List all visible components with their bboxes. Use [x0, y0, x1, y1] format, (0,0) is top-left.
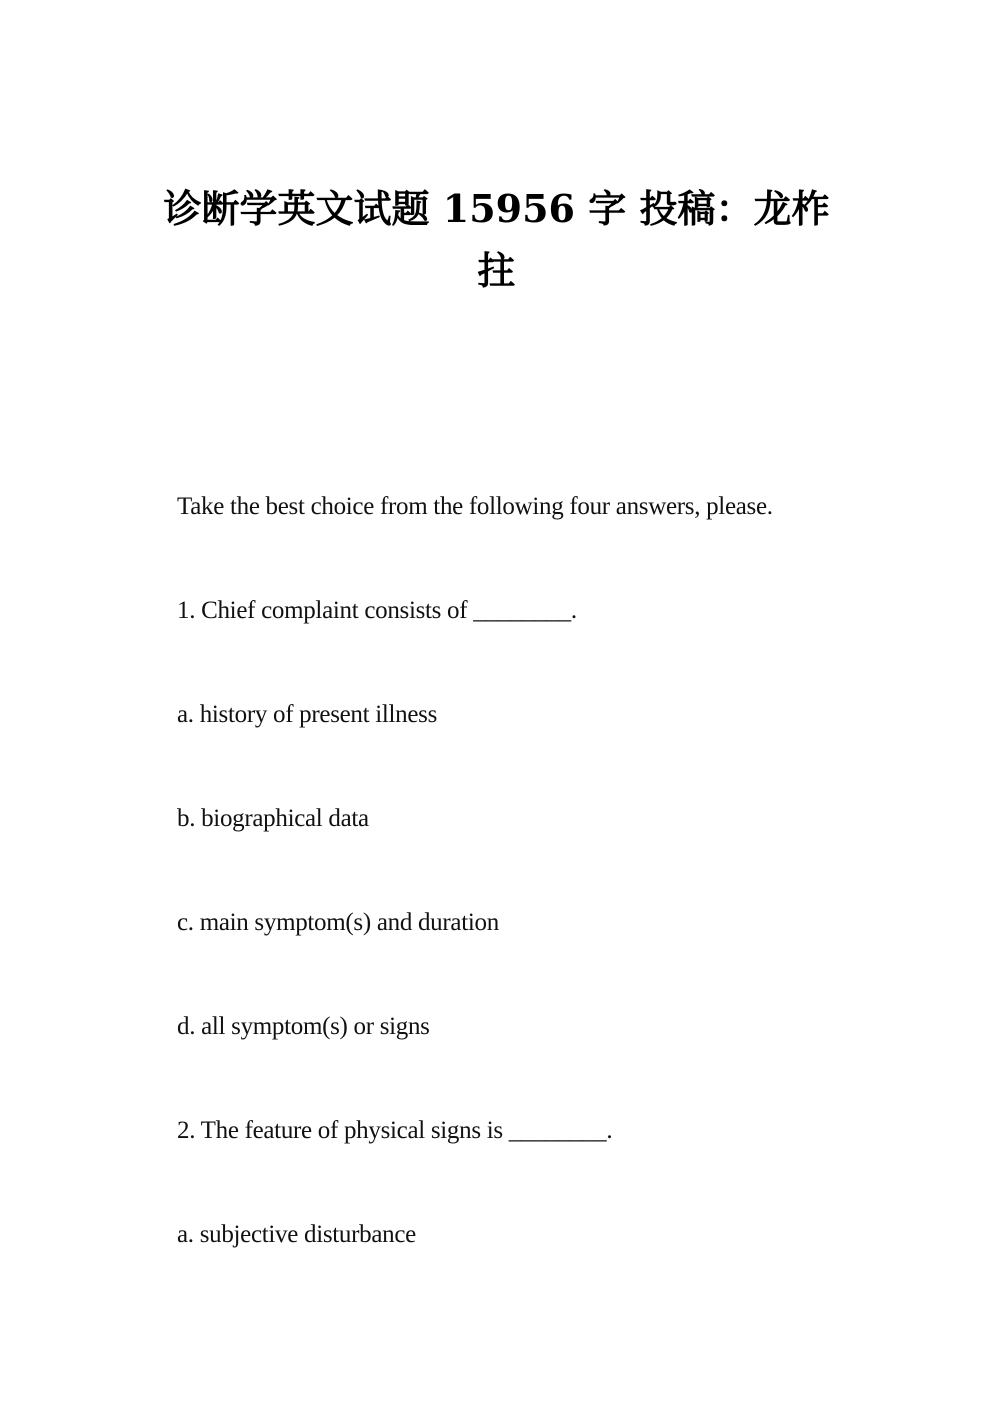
- question-2-option-a: a. subjective disturbance: [177, 1221, 416, 1248]
- instruction-text: Take the best choice from the following four answers, please.: [177, 493, 773, 520]
- question-1-option-a: a. history of present illness: [177, 701, 438, 728]
- question-1: 1. Chief complaint consists of ________.: [177, 597, 577, 624]
- question-1-option-b: b. biographical data: [177, 805, 369, 832]
- question-1-option-d: d. all symptom(s) or signs: [177, 1013, 430, 1040]
- question-2: 2. The feature of physical signs is ________.: [177, 1117, 613, 1144]
- document-title: [150, 178, 843, 302]
- title-line-1: 诊断学英文试题 15956 字 投稿：龙柞: [163, 186, 830, 231]
- question-1-option-c: c. main symptom(s) and duration: [177, 909, 499, 936]
- title-line-2: 拄: [477, 248, 516, 293]
